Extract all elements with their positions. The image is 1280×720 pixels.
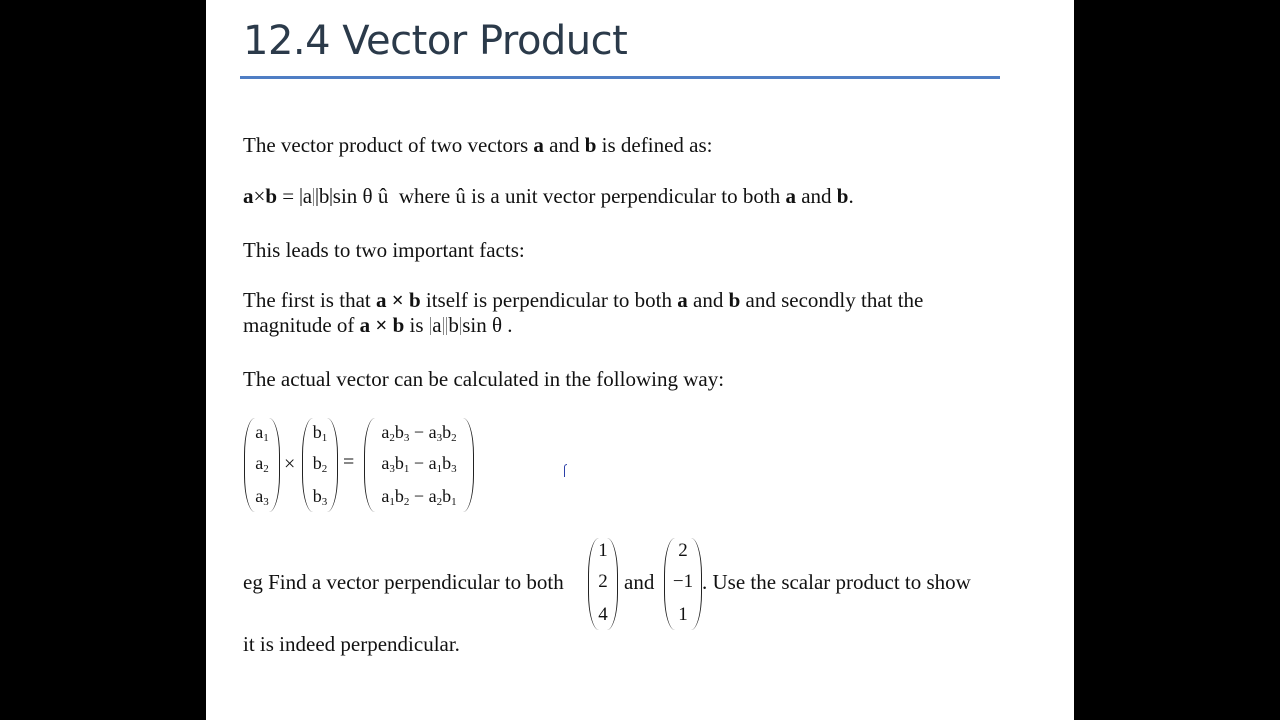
example-text: eg Find a vector perpendicular to both — [243, 570, 564, 594]
facts-line-2: magnitude of a × b is a b sin θ . — [243, 313, 513, 337]
facts-intro: This leads to two important facts: — [243, 238, 525, 262]
equals-symbol: = — [343, 451, 355, 473]
slide — [206, 0, 1074, 720]
title-underline — [240, 76, 1000, 79]
result-matrix: $a_2b_3 - a_3b_2$ $a_3b_1 - a_1b_3$ $a_1b_2 - a_2b_1$ — [364, 418, 474, 512]
vector-a-matrix: $a_1$ $a_2$ $a_3$ — [244, 418, 280, 512]
example-text-line-2: it is indeed perpendicular. — [243, 632, 460, 656]
definition-line: The vector product of two vectors a and b is defined as: — [243, 133, 713, 157]
example-and: and — [624, 570, 655, 594]
example-vector-2: 2 −1 1 — [664, 538, 702, 630]
text-cursor-icon — [564, 464, 567, 477]
cross-product-formula: a×b = a b sin θ û where û is a unit vector perpendicular to both a and b. — [243, 184, 854, 208]
slide-title: 12.4 Vector Product — [243, 18, 628, 64]
vector-b-matrix: $b_1$ $b_2$ $b_3$ — [302, 418, 338, 512]
example-vector-1: 1 2 4 — [588, 538, 618, 630]
times-symbol: × — [284, 453, 296, 475]
example-text-continued: . Use the scalar product to show — [702, 570, 971, 594]
calculation-intro: The actual vector can be calculated in the following way: — [243, 367, 725, 391]
facts-line-1: The first is that a × b itself is perpendicular to both a and b and secondly that the — [243, 288, 924, 312]
